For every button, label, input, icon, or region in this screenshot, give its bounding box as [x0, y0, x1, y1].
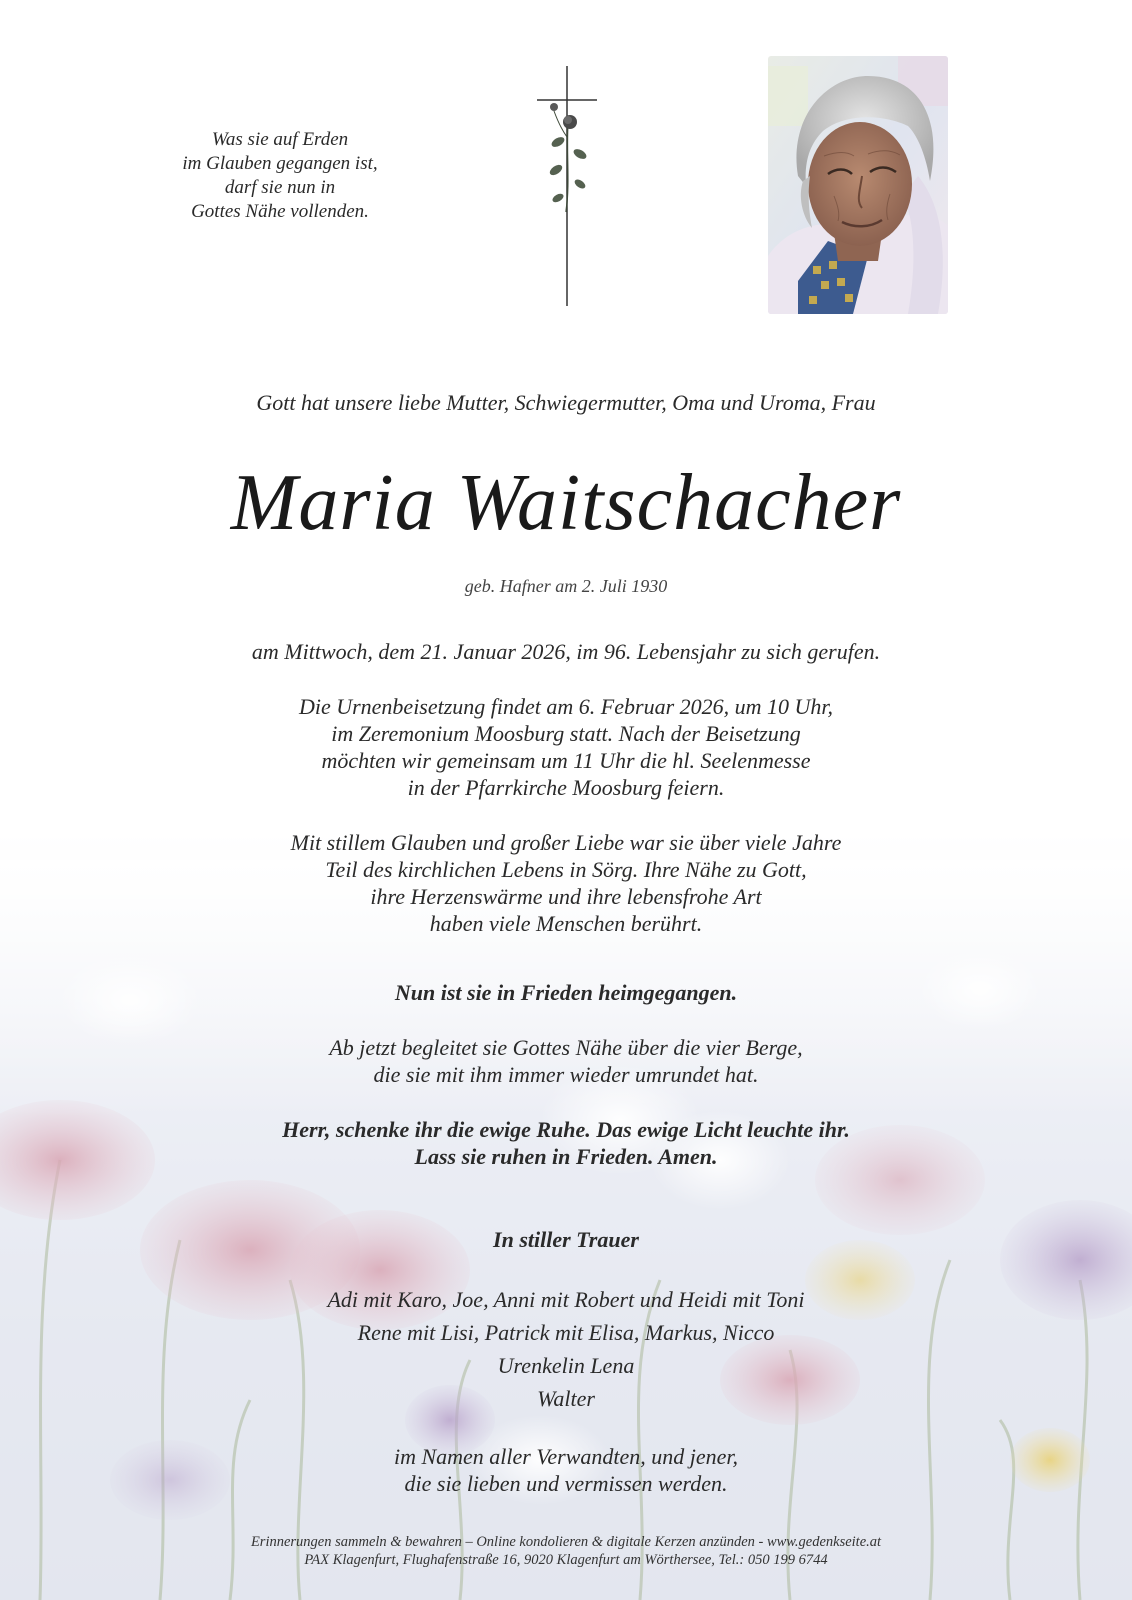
intro-text: Gott hat unsere liebe Mutter, Schwiegermutter, Oma und Uroma, Frau: [256, 390, 876, 415]
death-date-text: [0, 638, 1132, 665]
tribute-line: ihre Herzenswärme und ihre lebensfrohe Art: [370, 884, 762, 909]
mourner-line: Adi mit Karo, Joe, Anni mit Robert und Heidi mit Toni: [327, 1287, 805, 1312]
mountains-line: die sie mit ihm immer wieder umrundet hat.: [373, 1062, 759, 1087]
mourning-heading-text: In stiller Trauer: [493, 1227, 639, 1252]
funeral-line: möchten wir gemeinsam um 11 Uhr die hl. Seelenmesse: [321, 748, 811, 773]
portrait-photo: [768, 56, 948, 314]
mourners-list: [0, 1283, 1132, 1415]
footer-line: PAX Klagenfurt, Flughafenstraße 16, 9020 Klagenfurt am Wörthersee, Tel.: 050 199 6744: [304, 1552, 828, 1568]
footer: [0, 1533, 1132, 1569]
relatives-line: die sie lieben und vermissen werden.: [404, 1471, 728, 1496]
mourner-line: Urenkelin Lena: [497, 1353, 635, 1378]
mourner-line: Rene mit Lisi, Patrick mit Elisa, Markus, Nicco: [357, 1320, 775, 1345]
mountains-line: Ab jetzt begleitet sie Gottes Nähe über die vier Berge,: [329, 1035, 803, 1060]
footer-line: Erinnerungen sammeln & bewahren – Online kondolieren & digitale Kerzen anzünden - www.gedenkseite.at: [250, 1534, 882, 1550]
mourner-line: Walter: [537, 1386, 595, 1411]
prayer-text: [0, 1116, 1132, 1170]
verse-line: im Glauben gegangen ist,: [182, 153, 378, 174]
mountains-text: [0, 1034, 1132, 1088]
deceased-name: Maria Waitschacher: [230, 459, 902, 547]
peace-line: Nun ist sie in Frieden heimgegangen.: [394, 980, 738, 1005]
mourning-heading: [0, 1226, 1132, 1253]
peace-text: [0, 979, 1132, 1006]
verse-line: Gottes Nähe vollenden.: [191, 201, 369, 222]
funeral-line: im Zeremonium Moosburg statt. Nach der Beisetzung: [331, 721, 801, 746]
death-date-line: am Mittwoch, dem 21. Januar 2026, im 96. Lebensjahr zu sich gerufen.: [251, 639, 881, 664]
tribute-line: haben viele Menschen berührt.: [429, 911, 703, 936]
funeral-line: in der Pfarrkirche Moosburg feiern.: [407, 775, 725, 800]
funeral-line: Die Urnenbeisetzung findet am 6. Februar 2026, um 10 Uhr,: [298, 694, 834, 719]
tribute-text: [0, 829, 1132, 937]
relatives-text: [0, 1443, 1132, 1497]
birth-info: geb. Hafner am 2. Juli 1930: [464, 576, 668, 596]
verse: [150, 128, 410, 224]
tribute-line: Mit stillem Glauben und großer Liebe war sie über viele Jahre: [290, 830, 842, 855]
relatives-line: im Namen aller Verwandten, und jener,: [393, 1444, 739, 1469]
tribute-line: Teil des kirchlichen Lebens in Sörg. Ihre Nähe zu Gott,: [325, 857, 807, 882]
verse-line: Was sie auf Erden: [211, 129, 349, 150]
verse-line: darf sie nun in: [224, 177, 336, 198]
prayer-line: Lass sie ruhen in Frieden. Amen.: [414, 1144, 718, 1169]
cross-with-rose-icon: [530, 62, 600, 310]
prayer-line: Herr, schenke ihr die ewige Ruhe. Das ewige Licht leuchte ihr.: [282, 1117, 850, 1142]
funeral-info: [0, 693, 1132, 801]
